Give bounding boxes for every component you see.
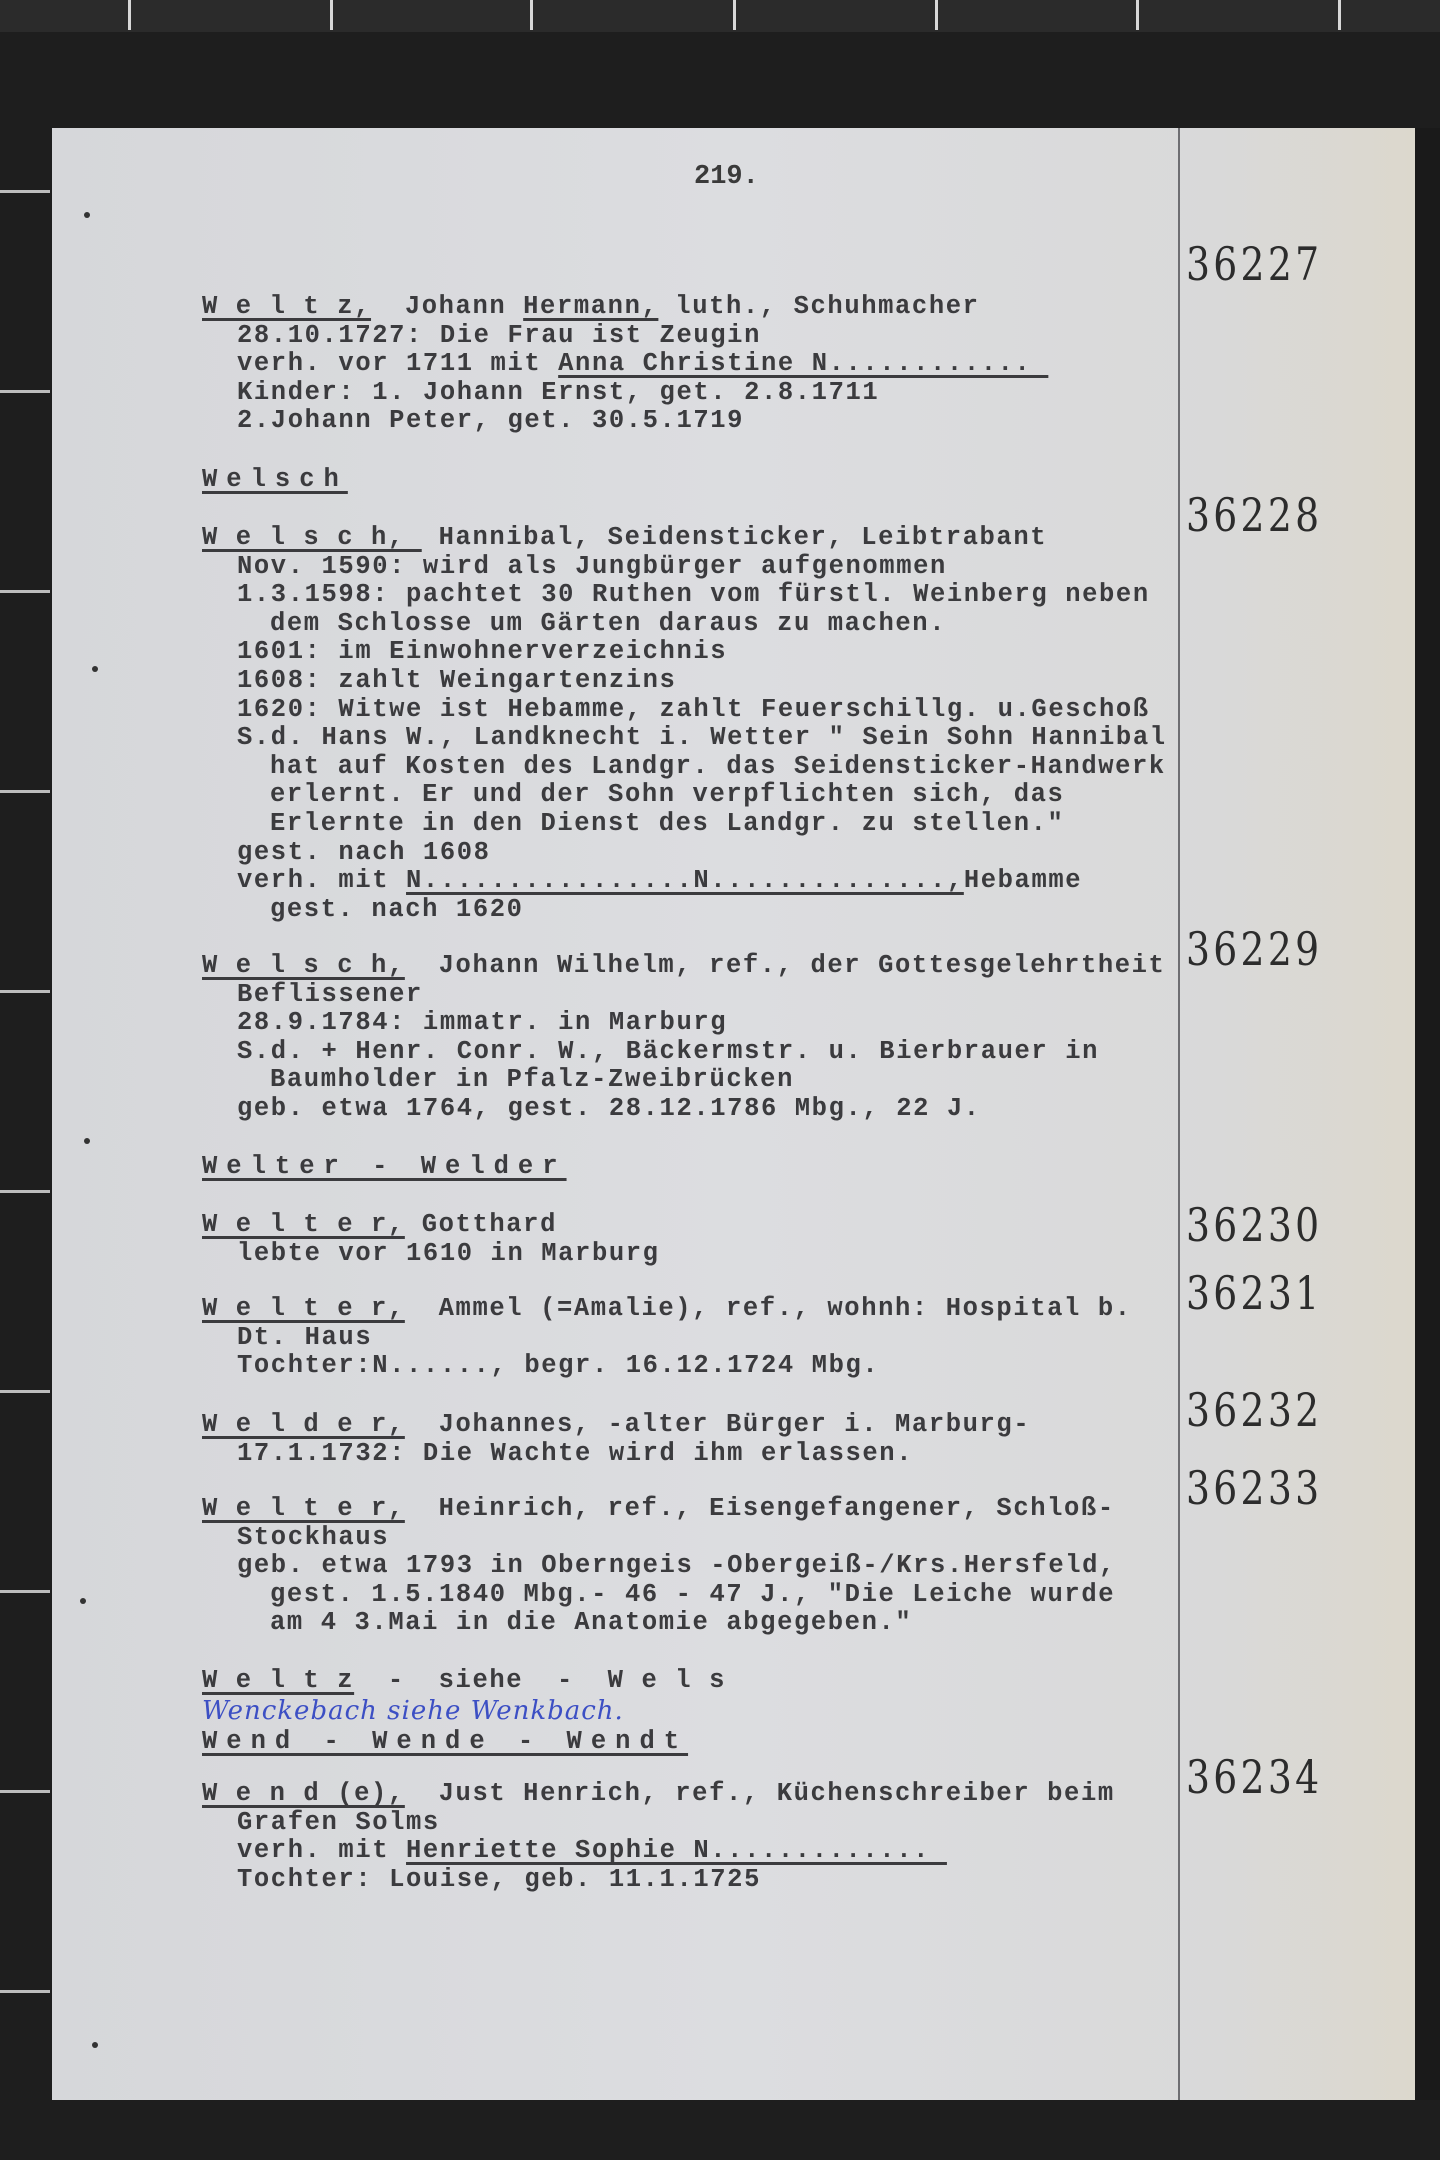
entry-line (202, 1866, 1115, 1895)
entry-line (202, 322, 1048, 351)
margin-mark (0, 590, 50, 593)
margin-mark (0, 990, 50, 993)
underlined-text: W e l t e r, (202, 1294, 405, 1323)
entry-line (202, 839, 1167, 868)
underlined-text: N................N.............., (406, 866, 964, 896)
entry (202, 1411, 1030, 1468)
text-segment: Hannibal, Seidensticker, Leibtrabant (421, 523, 1048, 552)
underlined-text: Welter - Welder (202, 1152, 567, 1181)
text-segment: gest. nach 1620 (270, 894, 524, 924)
text-segment: dem Schlosse um Gärten daraus zu machen. (270, 608, 947, 638)
record-number: 36234 (1186, 1750, 1323, 1804)
text-segment: Tochter: Louise, geb. 11.1.1725 (237, 1864, 761, 1894)
text-segment: Johann Wilhelm, ref., der Gottesgelehrtheit (404, 951, 1166, 980)
entry-line (202, 1324, 1132, 1353)
margin-mark (0, 390, 50, 393)
text-segment: Baumholder in Pfalz-Zweibrücken (270, 1065, 794, 1095)
entry (202, 952, 1165, 1124)
underlined-text: W e l t e r, (202, 1494, 405, 1523)
record-number: 36227 (1186, 237, 1323, 291)
entry (202, 1153, 567, 1182)
text-segment: Heinrich, ref., Eisengefangener, Schloß- (404, 1494, 1115, 1523)
entry-line (202, 1728, 688, 1757)
handwritten-note: Wenckebach siehe Wenkbach. (202, 1696, 624, 1726)
entry-line (202, 1066, 1165, 1095)
entry-line (202, 1809, 1115, 1838)
text-segment: 1620: Witwe ist Hebamme, zahlt Feuerschillg. u.Geschoß (237, 694, 1150, 724)
text-segment: Hebamme (963, 866, 1083, 896)
entry-line (202, 610, 1167, 639)
margin-mark (0, 1390, 50, 1393)
entry-line (202, 1295, 1132, 1324)
ruler-mark (330, 0, 333, 30)
entry-line (202, 1581, 1116, 1610)
margin-mark (0, 1990, 50, 1993)
margin-mark (0, 1590, 50, 1593)
underlined-text: Welsch (202, 465, 348, 494)
ruler-mark (935, 0, 938, 30)
entry-line (202, 407, 1048, 436)
entry-line (202, 1440, 1030, 1469)
punch-dot (84, 212, 90, 218)
punch-dot (84, 1138, 90, 1144)
entry-line (202, 1495, 1116, 1524)
entry-line (202, 896, 1167, 925)
text-segment: verh. vor 1711 mit (237, 349, 559, 379)
entry-line (202, 981, 1165, 1010)
text-segment: gest. 1.5.1840 Mbg.- 46 - 47 J., "Die Leiche wurde (270, 1579, 1116, 1609)
text-segment: Ammel (=Amalie), ref., wohnh: Hospital b. (404, 1294, 1132, 1323)
margin-mark (0, 190, 50, 193)
underlined-text: W e l s c h, (202, 951, 405, 980)
underlined-text: W e l t e r, (202, 1210, 405, 1239)
text-segment: Johann (371, 292, 524, 321)
ruler-mark (128, 0, 131, 30)
entry-line (202, 1780, 1115, 1809)
entry-line (202, 350, 1048, 379)
text-segment: hat auf Kosten des Landgr. das Seidensticker-Handwerk (270, 751, 1166, 781)
entry-line (202, 1038, 1165, 1067)
text-segment: luth., Schuhmacher (658, 292, 980, 321)
text-segment: S.d. + Henr. Conr. W., Bäckermstr. u. Bierbrauer in (237, 1036, 1100, 1066)
text-segment: 17.1.1732: Die Wachte wird ihm erlassen. (237, 1438, 914, 1468)
record-number: 36228 (1186, 488, 1323, 542)
entry (202, 1667, 726, 1696)
text-segment: 28.10.1727: Die Frau ist Zeugin (237, 320, 761, 350)
text-segment: Grafen Solms (237, 1807, 440, 1837)
entry-line (202, 1352, 1132, 1381)
entry-line (202, 781, 1167, 810)
entry (202, 293, 1048, 436)
entry-line (202, 466, 348, 495)
text-segment: lebte vor 1610 in Marburg (237, 1238, 660, 1268)
record-number: 36232 (1186, 1383, 1323, 1437)
text-segment: 1.3.1598: pachtet 30 Ruthen vom fürstl. Weinberg neben (237, 580, 1150, 610)
text-segment: Stockhaus (237, 1522, 390, 1552)
text-segment: S.d. Hans W., Landknecht i. Wetter " Sein Sohn Hannibal (237, 723, 1167, 753)
entry-line (202, 1552, 1116, 1581)
margin-mark (0, 1790, 50, 1793)
ruler-mark (530, 0, 533, 30)
entry (202, 524, 1167, 924)
entry-line (202, 724, 1167, 753)
text-segment: Kinder: 1. Johann Ernst, get. 2.8.1711 (237, 377, 880, 407)
text-segment: Erlernte in den Dienst des Landgr. zu stellen." (270, 808, 1065, 838)
entry-line (202, 524, 1167, 553)
entry (202, 1295, 1132, 1381)
underlined-text: Anna Christine N............ (558, 349, 1049, 379)
text-segment: 1601: im Einwohnerverzeichnis (237, 637, 728, 667)
margin-mark (0, 1190, 50, 1193)
entry-line (202, 1240, 660, 1269)
entry (202, 466, 348, 495)
punch-dot (92, 2042, 98, 2048)
underlined-text: W e l d e r, (202, 1410, 405, 1439)
entry-line (202, 696, 1167, 725)
scanner-top-strip (0, 0, 1440, 32)
record-number: 36231 (1186, 1266, 1323, 1320)
entry-line (202, 1211, 660, 1240)
punch-dot (92, 666, 98, 672)
entry-line (202, 952, 1165, 981)
text-segment: 28.9.1784: immatr. in Marburg (237, 1008, 728, 1038)
underlined-text: Henriette Sophie N............. (406, 1836, 947, 1866)
underlined-text: Wend - Wende - Wendt (202, 1727, 689, 1756)
text-segment: am 4 3.Mai in die Anatomie abgegeben." (270, 1608, 913, 1638)
underlined-text: W e n d (e), (202, 1779, 405, 1808)
entry-line (202, 553, 1167, 582)
text-segment: geb. etwa 1793 in Oberngeis -Obergeiß-/Krs.Hersfeld, (237, 1551, 1116, 1581)
text-segment: Johannes, -alter Bürger i. Marburg- (404, 1410, 1031, 1439)
entry (202, 1495, 1116, 1638)
entry-line (202, 1009, 1165, 1038)
underlined-text: W e l s c h, (202, 523, 422, 552)
margin-mark (0, 790, 50, 793)
punch-dot (80, 1598, 86, 1604)
text-segment: geb. etwa 1764, gest. 28.12.1786 Mbg., 22 J. (237, 1093, 981, 1123)
entry-line (202, 1153, 567, 1182)
underlined-text: W e l t z, (202, 292, 372, 321)
text-segment: Nov. 1590: wird als Jungbürger aufgenommen (237, 551, 947, 581)
text-segment: Just Henrich, ref., Küchenschreiber beim (404, 1779, 1115, 1808)
column-divider (1178, 128, 1180, 2100)
text-segment: 2.Johann Peter, get. 30.5.1719 (237, 406, 745, 436)
text-segment: Tochter:N......, begr. 16.12.1724 Mbg. (237, 1351, 880, 1381)
text-segment: gest. nach 1608 (237, 837, 491, 867)
entry (202, 1211, 660, 1268)
entry-line (202, 379, 1048, 408)
entry-line (202, 753, 1167, 782)
entry-line (202, 1667, 726, 1696)
ruler-mark (733, 0, 736, 30)
page-right-edge (1415, 128, 1440, 2100)
entry-line (202, 1524, 1116, 1553)
text-segment: verh. mit (237, 1836, 407, 1866)
entry-line (202, 1609, 1116, 1638)
text-segment: Beflissener (237, 979, 423, 1009)
entry-line (202, 810, 1167, 839)
entry (202, 1728, 688, 1757)
entry-line (202, 1411, 1030, 1440)
ruler-mark (1338, 0, 1341, 30)
entry-line (202, 867, 1167, 896)
entry-line (202, 293, 1048, 322)
page-number: 219. (694, 162, 759, 192)
text-segment: - siehe - W e l s (354, 1666, 726, 1695)
record-number: 36229 (1186, 922, 1323, 976)
text-segment: Dt. Haus (237, 1322, 373, 1352)
entry-line (202, 667, 1167, 696)
text-segment: verh. mit (237, 866, 407, 896)
underlined-text: W e l t z (202, 1666, 355, 1695)
underlined-text: Hermann, (523, 292, 659, 321)
entry-line (202, 638, 1167, 667)
entry-line (202, 1837, 1115, 1866)
record-number: 36230 (1186, 1198, 1323, 1252)
text-segment: Gotthard (404, 1210, 557, 1239)
entry-line (202, 581, 1167, 610)
text-segment: erlernt. Er und der Sohn verpflichten sich, das (270, 780, 1065, 810)
text-segment: 1608: zahlt Weingartenzins (237, 665, 677, 695)
entry (202, 1780, 1115, 1894)
record-number: 36233 (1186, 1461, 1323, 1515)
entry-line (202, 1095, 1165, 1124)
ruler-mark (1136, 0, 1139, 30)
